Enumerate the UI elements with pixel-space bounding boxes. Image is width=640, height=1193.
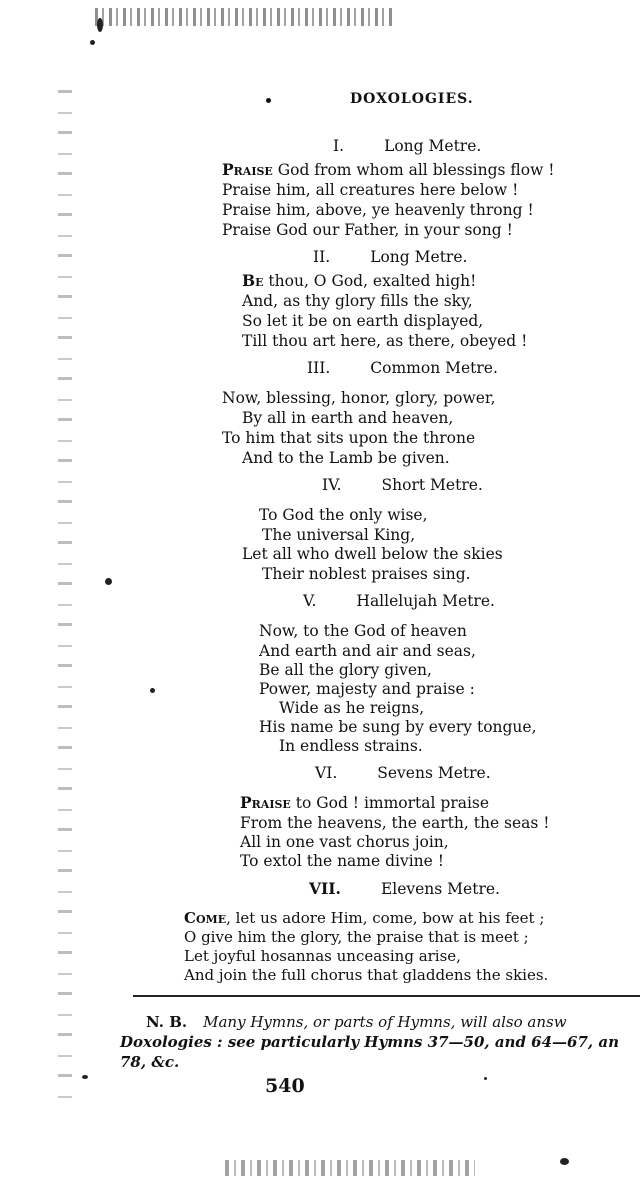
verse-text: By all in earth and heaven,: [242, 409, 454, 427]
verse-line: [279, 698, 424, 718]
verse-line: [184, 965, 548, 985]
verse-line: [262, 564, 471, 584]
verse-text: The universal King,: [262, 526, 416, 544]
ink-speck: [82, 1075, 88, 1079]
footnote-line-3: [120, 1052, 640, 1072]
ink-speck: [90, 40, 95, 45]
verse-line: [240, 813, 550, 833]
verse-line: [242, 331, 527, 351]
verse-text: Power, majesty and praise :: [259, 680, 475, 698]
running-head: [0, 91, 640, 107]
verse-lead-word: Praise: [240, 793, 291, 812]
verse-line: [242, 448, 450, 468]
verse-text: To extol the name divine !: [240, 852, 444, 870]
verse-text: And earth and air and seas,: [259, 642, 476, 660]
footnote-line-1: [120, 1012, 640, 1032]
verse-text: Praise him, above, ye heavenly throng !: [222, 201, 534, 219]
section-number: VII.: [309, 879, 341, 898]
section-number: IV.: [322, 476, 342, 494]
verse-line: [222, 388, 496, 408]
verse-text: From the heavens, the earth, the seas !: [240, 814, 550, 832]
verse-line: [222, 200, 534, 220]
footnote: [120, 1012, 640, 1072]
verse-line: [222, 220, 513, 240]
verse-text: Now, to the God of heaven: [259, 622, 467, 640]
section-metre: Short Metre.: [381, 476, 483, 494]
verse-line: [259, 505, 428, 525]
section-heading-4: [322, 476, 483, 494]
footnote-text: 78, &c.: [120, 1053, 180, 1071]
ink-speck: [105, 578, 112, 585]
section-metre: Long Metre.: [384, 137, 482, 155]
section-metre: Long Metre.: [370, 248, 468, 266]
section-metre: Elevens Metre.: [380, 880, 500, 898]
verse-line: [259, 717, 537, 737]
running-head-text: DOXOLOGIES.: [350, 91, 474, 107]
section-metre: Hallelujah Metre.: [356, 592, 495, 610]
section-heading-3: [307, 359, 498, 377]
section-metre: Sevens Metre.: [377, 764, 491, 782]
verse-line: [259, 679, 475, 699]
ink-speck: [97, 18, 103, 32]
verse-line: [242, 311, 483, 331]
verse-text: , let us adore Him, come, bow at his feet ;: [226, 909, 545, 927]
verse-line: [240, 793, 489, 813]
verse-line: [184, 908, 544, 928]
verse-text: thou, O God, exalted high!: [263, 272, 477, 290]
page-edge-stain-left: [58, 90, 72, 1100]
verse-line: [222, 160, 555, 180]
verse-line: [242, 271, 476, 291]
section-heading-6: [315, 764, 491, 782]
footnote-label: N. B.: [146, 1013, 188, 1031]
verse-lead-word: Come: [184, 909, 227, 927]
page-edge-stain-top: [95, 8, 395, 26]
ink-speck: [560, 1158, 569, 1165]
footnote-text: Many Hymns, or parts of Hymns, will also answ: [203, 1013, 567, 1031]
verse-line: [262, 525, 415, 545]
verse-line: [222, 180, 518, 200]
section-number: II.: [313, 248, 331, 266]
verse-line: [184, 946, 461, 966]
ink-speck: [150, 688, 155, 693]
page-edge-stain-bottom: [225, 1160, 475, 1176]
verse-line: [259, 660, 432, 680]
ink-speck: [484, 1077, 487, 1080]
verse-text: His name be sung by every tongue,: [259, 718, 537, 736]
verse-line: [279, 736, 423, 756]
verse-text: To God the only wise,: [259, 506, 428, 524]
verse-line: [242, 408, 453, 428]
verse-line: [240, 832, 449, 852]
verse-line: [184, 927, 529, 947]
verse-text: And, as thy glory fills the sky,: [242, 292, 473, 310]
verse-text: In endless strains.: [279, 737, 423, 755]
verse-text: Wide as he reigns,: [279, 699, 425, 717]
verse-text: And to the Lamb be given.: [242, 449, 450, 467]
footnote-line-2: [120, 1032, 640, 1052]
verse-text: To him that sits upon the throne: [222, 429, 476, 447]
verse-lead-word: Be: [242, 271, 264, 290]
verse-text: Be all the glory given,: [259, 661, 432, 679]
verse-text: O give him the glory, the praise that is meet ;: [184, 928, 529, 946]
section-number: VI.: [315, 764, 338, 782]
verse-line: [242, 291, 473, 311]
section-heading-5: [303, 592, 495, 610]
verse-line: [240, 851, 444, 871]
verse-text: Praise God our Father, in your song !: [222, 221, 513, 239]
section-number: V.: [303, 592, 317, 610]
section-heading-1: [333, 137, 481, 155]
section-number: III.: [307, 359, 331, 377]
verse-line: [222, 428, 475, 448]
verse-line: [242, 544, 503, 564]
footnote-text: Doxologies : see particularly Hymns 37—50, and 64—67, an: [120, 1033, 619, 1051]
verse-line: [259, 641, 476, 661]
verse-text: And join the full chorus that gladdens the skies.: [184, 966, 549, 984]
verse-line: [259, 621, 467, 641]
verse-text: Praise him, all creatures here below !: [222, 181, 519, 199]
verse-text: All in one vast chorus join,: [240, 833, 449, 851]
section-heading-2: [313, 248, 467, 266]
verse-text: Now, blessing, honor, glory, power,: [222, 389, 496, 407]
verse-text: Till thou art here, as there, obeyed !: [242, 332, 528, 350]
verse-text: Their noblest praises sing.: [262, 565, 471, 583]
verse-text: So let it be on earth displayed,: [242, 312, 484, 330]
page-number: 540: [265, 1075, 305, 1097]
section-number: I.: [333, 137, 345, 155]
verse-text: Let joyful hosannas unceasing arise,: [184, 947, 461, 965]
verse-lead-word: Praise: [222, 160, 273, 179]
section-metre: Common Metre.: [370, 359, 498, 377]
section-heading-7: [309, 879, 500, 898]
footnote-rule: [133, 995, 640, 997]
verse-text: to God ! immortal praise: [290, 794, 490, 812]
verse-text: Let all who dwell below the skies: [242, 545, 503, 563]
verse-text: God from whom all blessings flow !: [272, 161, 555, 179]
